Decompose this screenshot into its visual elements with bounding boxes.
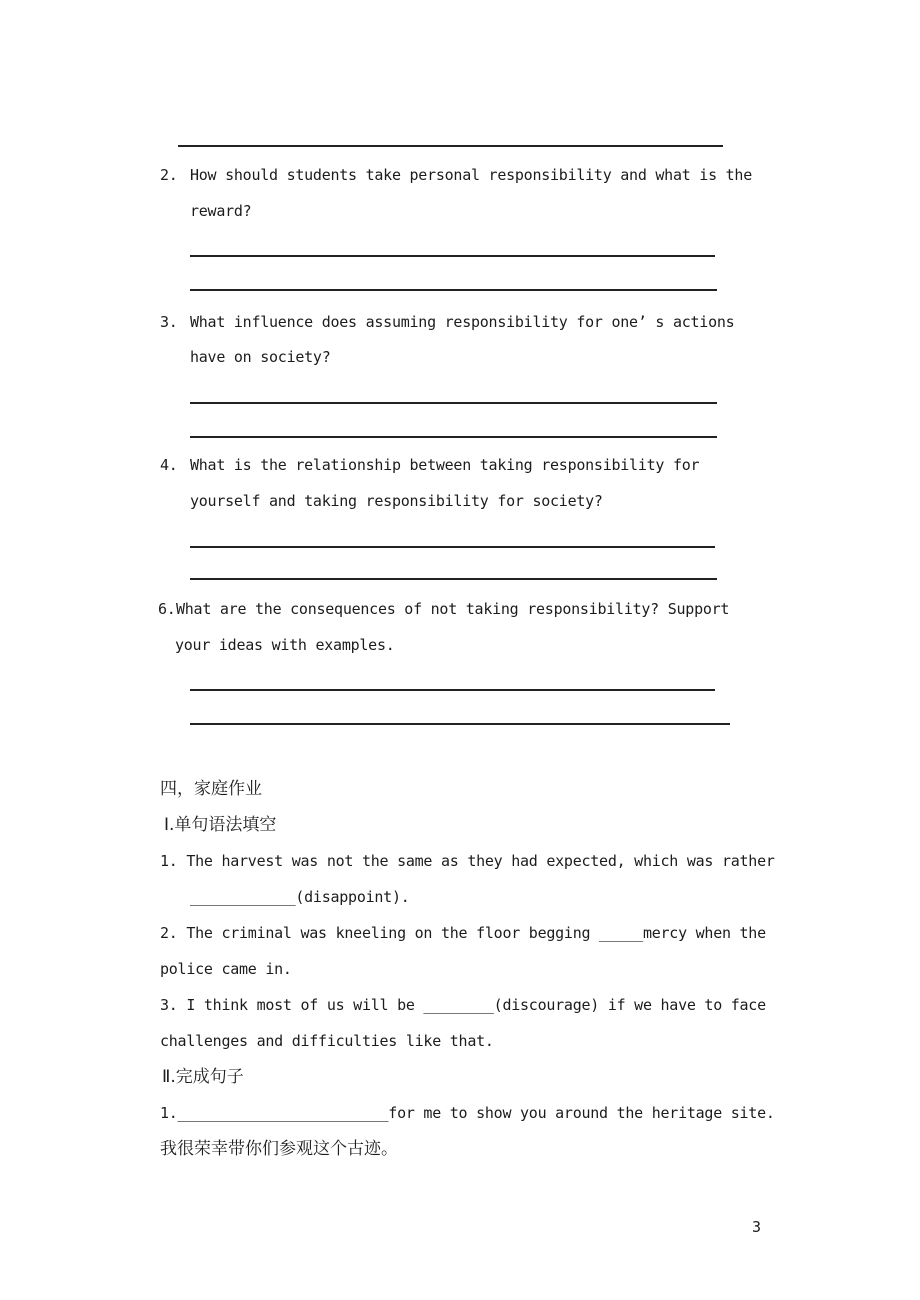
question-2-line-1: How should students take personal responsibility and what is the [190, 166, 752, 184]
grammar-item-3-line-1: 3. I think most of us will be ________(discourage) if we have to face [160, 996, 766, 1014]
question-3-number: 3. [160, 313, 178, 331]
page-number: 3 [752, 1218, 761, 1236]
question-4-number: 4. [160, 456, 178, 474]
answer-blank-line [190, 402, 717, 404]
grammar-item-1-line-2: ____________(disappoint). [190, 888, 410, 906]
answer-blank-line [190, 255, 715, 257]
answer-blank-line [190, 436, 717, 438]
question-6-line-2: your ideas with examples. [175, 636, 395, 654]
grammar-section-title: Ⅰ.单句语法填空 [164, 815, 277, 835]
completion-section-title: Ⅱ.完成句子 [162, 1067, 244, 1087]
answer-blank-line [190, 723, 730, 725]
answer-blank-line [178, 145, 723, 147]
grammar-item-1-line-1: 1. The harvest was not the same as they had expected, which was rather [160, 852, 775, 870]
answer-blank-line [190, 578, 717, 580]
question-6-number: 6. [158, 600, 176, 618]
question-4-line-1: What is the relationship between taking responsibility for [190, 456, 700, 474]
grammar-item-3-line-2: challenges and difficulties like that. [160, 1032, 494, 1050]
question-3-line-1: What influence does assuming responsibility for one’ s actions [190, 313, 735, 331]
completion-item-1-line-1: 1.________________________for me to show you around the heritage site. [160, 1104, 775, 1122]
answer-blank-line [190, 689, 715, 691]
completion-item-1-translation: 我很荣幸带你们参观这个古迹。 [160, 1139, 398, 1159]
question-4-line-2: yourself and taking responsibility for society? [190, 492, 603, 510]
question-2-number: 2. [160, 166, 178, 184]
answer-blank-line [190, 289, 717, 291]
grammar-item-2-line-1: 2. The criminal was kneeling on the floor begging _____mercy when the [160, 924, 766, 942]
homework-section-title: 四，家庭作业 [160, 779, 262, 799]
grammar-item-2-line-2: police came in. [160, 960, 292, 978]
question-6-line-1: What are the consequences of not taking responsibility? Support [176, 600, 730, 618]
question-3-line-2: have on society? [190, 348, 331, 366]
answer-blank-line [190, 546, 715, 548]
question-2-line-2: reward? [190, 202, 252, 220]
